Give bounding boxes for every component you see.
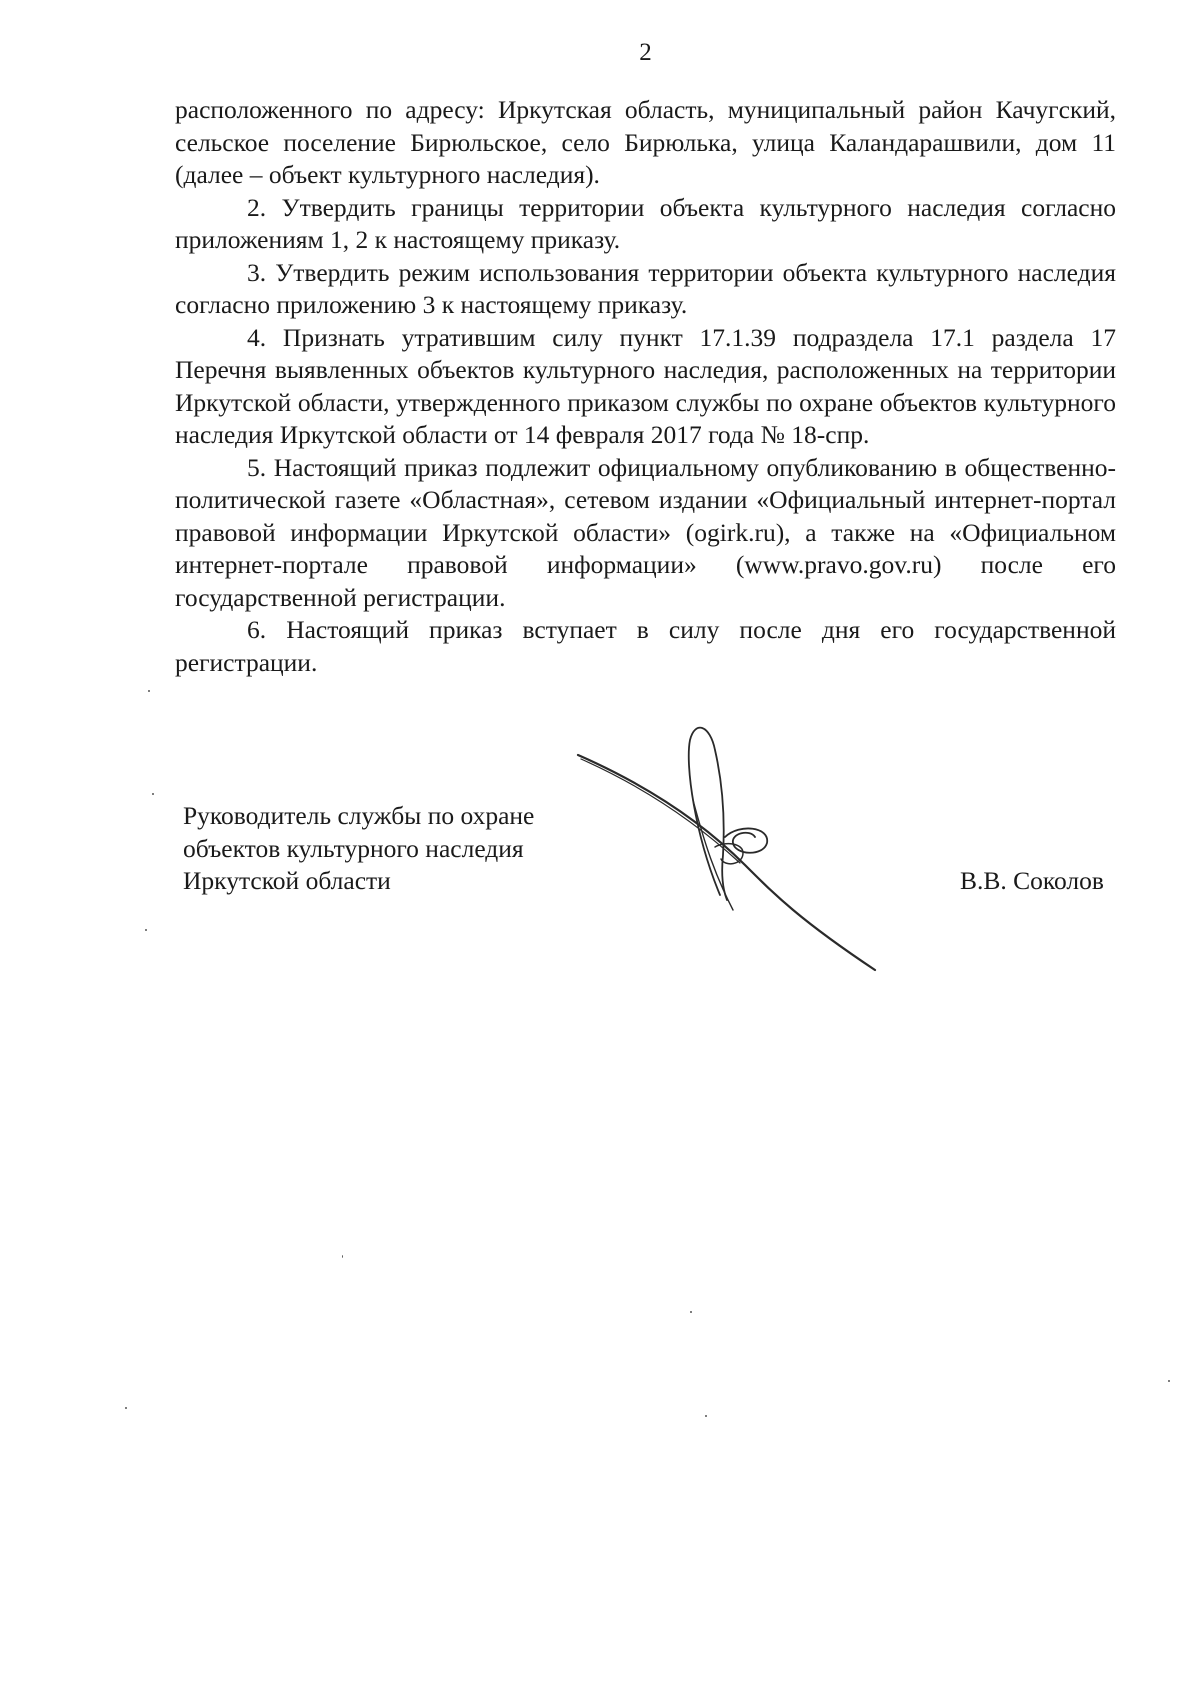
scan-speck [705, 1415, 707, 1417]
scan-speck [1168, 1380, 1170, 1382]
scan-speck [148, 690, 150, 692]
signature-stroke [689, 728, 727, 900]
scan-speck [690, 1311, 692, 1313]
paragraph-item-4: 4. Признать утратившим силу пункт 17.1.39 подраздела 17.1 раздела 17 Перечня выявленных объектов культурного наследия, расположенных на территории Иркутской области, утвержденного приказом службы по охране объектов культурного наследия Иркутской области от 14 февраля 2017 года № 18-спр. [175, 322, 1116, 449]
order-body [175, 94, 1116, 679]
signature-stroke [725, 828, 767, 852]
signatory-name: В.В. Соколов [960, 866, 1104, 895]
page-number: 2 [639, 39, 652, 66]
scan-speck [125, 1407, 127, 1409]
paragraph-item-3: 3. Утвердить режим использования территории объекта культурного наследия согласно приложению 3 к настоящему приказу. [175, 257, 1116, 319]
paragraph-item-6: 6. Настоящий приказ вступает в силу после дня его государственной регистрации. [175, 615, 1116, 677]
handwritten-signature [575, 725, 895, 980]
signatory-position-line: Руководитель службы по охране [183, 801, 535, 830]
signature-stroke [693, 800, 733, 910]
scan-speck [342, 1255, 343, 1258]
scan-speck [152, 793, 154, 795]
signatory-position-line: объектов культурного наследия [183, 833, 524, 863]
paragraph-address-continuation: расположенного по адресу: Иркутская область, муниципальный район Качугский, сельское поселение Бирюльское, село Бирюлька, улица Каландарашвили, дом 11 (далее – объект культурного наследия). [175, 95, 1116, 189]
scan-speck [145, 929, 147, 931]
paragraph-item-2: 2. Утвердить границы территории объекта культурного наследия согласно приложениям 1, 2 к настоящему приказу. [175, 192, 1116, 254]
paragraph-item-5: 5. Настоящий приказ подлежит официальному опубликованию в общественно-политической газете «Областная», сетевом издании «Официальный интернет-портал правовой информации Иркутской области» (ogirk.ru), а также на «Официальном интернет-портале правовой информации» (www.pravo.gov.ru) после его государственной регистрации. [175, 452, 1116, 612]
signatory-position-line: Иркутской области [183, 866, 391, 895]
signature-stroke [581, 759, 740, 863]
